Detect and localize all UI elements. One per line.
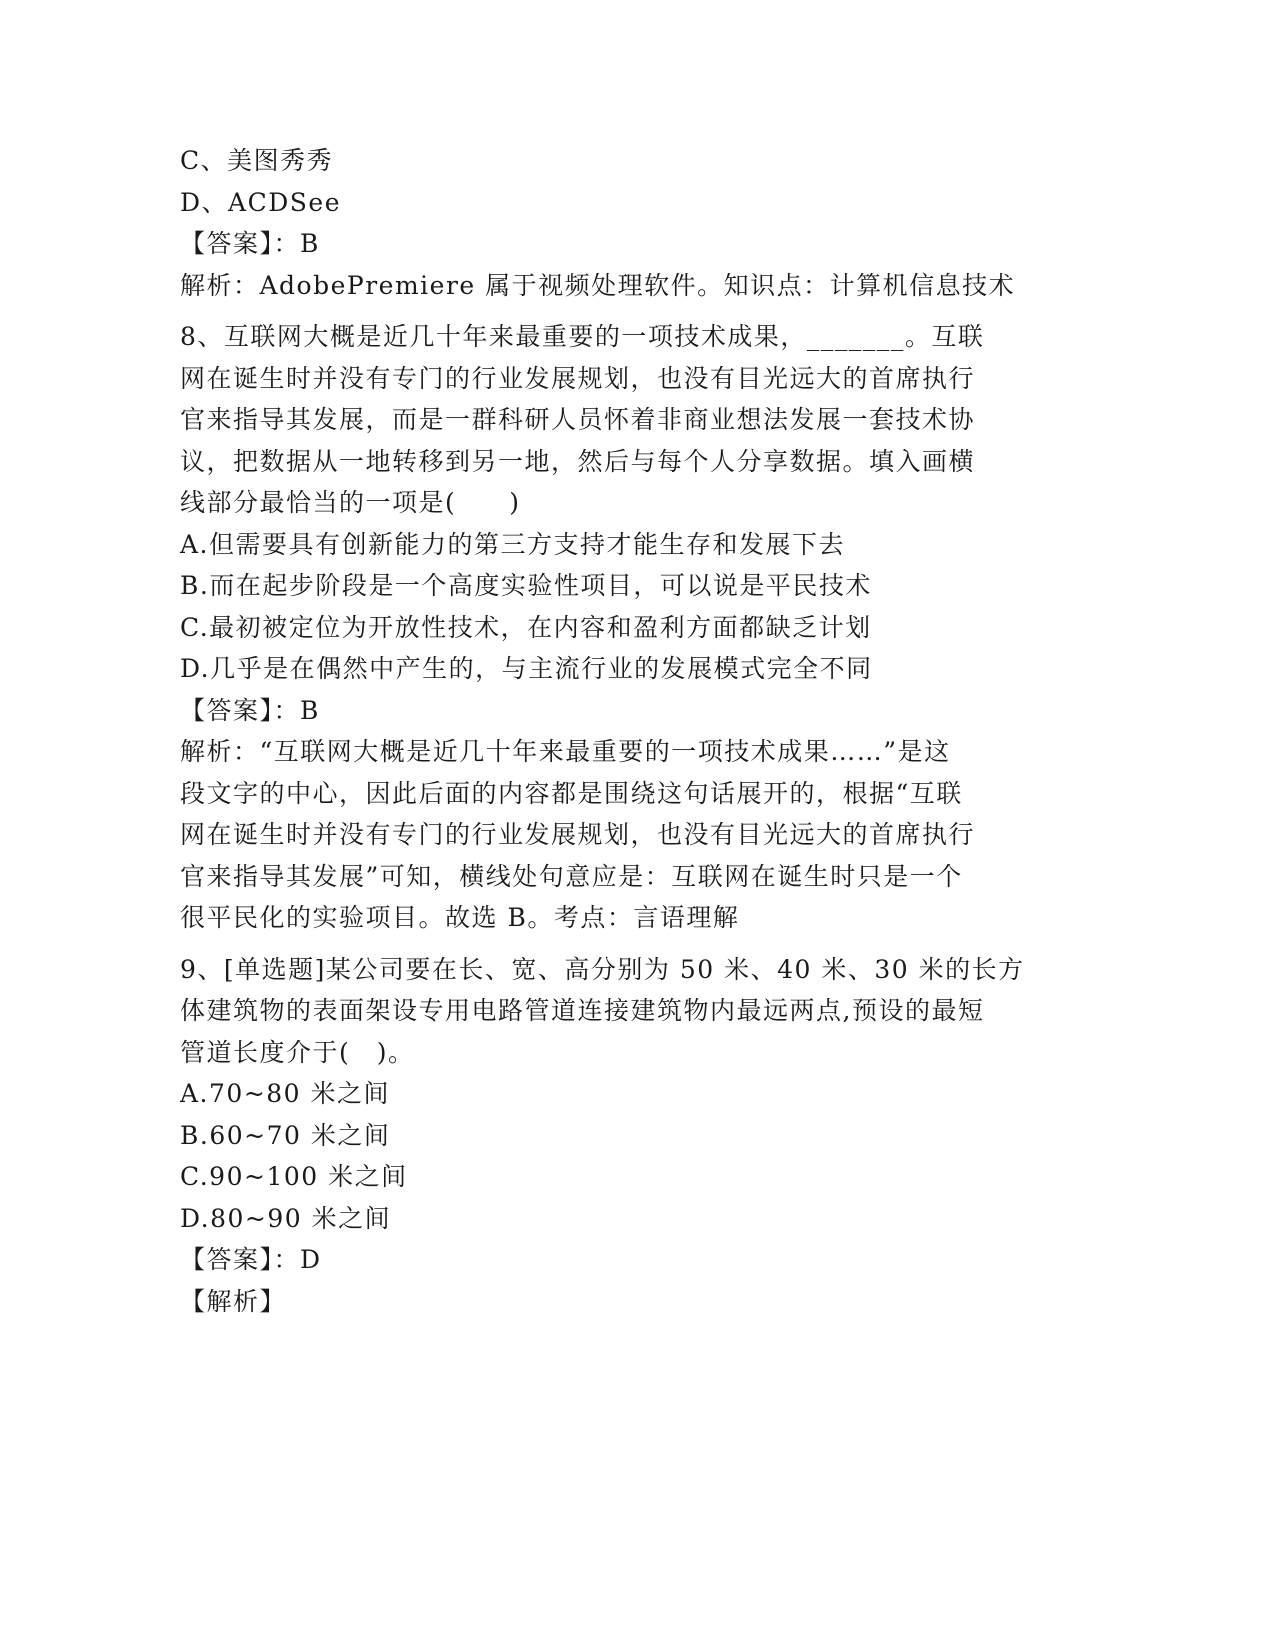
option-c: C.90~100 米之间 xyxy=(180,1162,408,1191)
answer: 【答案】：B xyxy=(180,229,320,258)
question-stem-line: 议，把数据从一地转移到另一地，然后与每个人分享数据。填入画横 xyxy=(180,446,976,476)
option-c: C、美图秀秀 xyxy=(180,146,334,175)
analysis-line: 段文字的中心，因此后面的内容都是围绕这句话展开的，根据“互联 xyxy=(180,778,963,808)
option-d: D.几乎是在偶然中产生的，与主流行业的发展模式完全不同 xyxy=(180,654,873,683)
option-a: A.但需要具有创新能力的第三方支持才能生存和发展下去 xyxy=(180,529,846,559)
analysis-heading: 【解析】 xyxy=(180,1286,287,1316)
answer: 【答案】：D xyxy=(180,1245,322,1274)
answer: 【答案】：B xyxy=(180,695,320,725)
question-8 xyxy=(180,316,1040,939)
option-d: D.80~90 米之间 xyxy=(180,1203,392,1233)
question-7-tail xyxy=(180,140,1040,306)
question-9 xyxy=(180,949,1040,1323)
option-b: B.而在起步阶段是一个高度实验性项目，可以说是平民技术 xyxy=(180,571,872,600)
question-stem-line: 网在诞生时并没有专门的行业发展规划，也没有目光远大的首席执行 xyxy=(180,363,976,393)
analysis-line: 官来指导其发展”可知，横线处句意应是：互联网在诞生时只是一个 xyxy=(180,861,963,891)
analysis-line: 很平民化的实验项目。故选 B。考点：言语理解 xyxy=(180,903,740,932)
question-stem-line: 线部分最恰当的一项是( ) xyxy=(180,488,521,517)
question-stem-line: 8、互联网大概是近几十年来最重要的一项技术成果，_______。互联 xyxy=(180,322,985,351)
option-d: D、ACDSee xyxy=(180,187,341,217)
question-stem-line: 体建筑物的表面架设专用电路管道连接建筑物内最远两点,预设的最短 xyxy=(180,996,985,1025)
document-page xyxy=(180,140,1040,1322)
analysis-line: 解析：“互联网大概是近几十年来最重要的一项技术成果……”是这 xyxy=(180,737,951,766)
question-stem-line: 管道长度介于( )。 xyxy=(180,1037,415,1067)
option-c: C.最初被定位为开放性技术，在内容和盈利方面都缺乏计划 xyxy=(180,612,872,642)
analysis-line: 网在诞生时并没有专门的行业发展规划，也没有目光远大的首席执行 xyxy=(180,820,976,849)
option-a: A.70~80 米之间 xyxy=(180,1079,391,1108)
option-b: B.60~70 米之间 xyxy=(180,1120,391,1150)
question-stem-line: 官来指导其发展，而是一群科研人员怀着非商业想法发展一套技术协 xyxy=(180,405,976,434)
analysis: 解析：AdobePremiere 属于视频处理软件。知识点：计算机信息技术 xyxy=(180,270,1016,300)
question-stem-line: 9、[单选题]某公司要在长、宽、高分别为 50 米、40 米、30 米的长方 xyxy=(180,954,1025,984)
